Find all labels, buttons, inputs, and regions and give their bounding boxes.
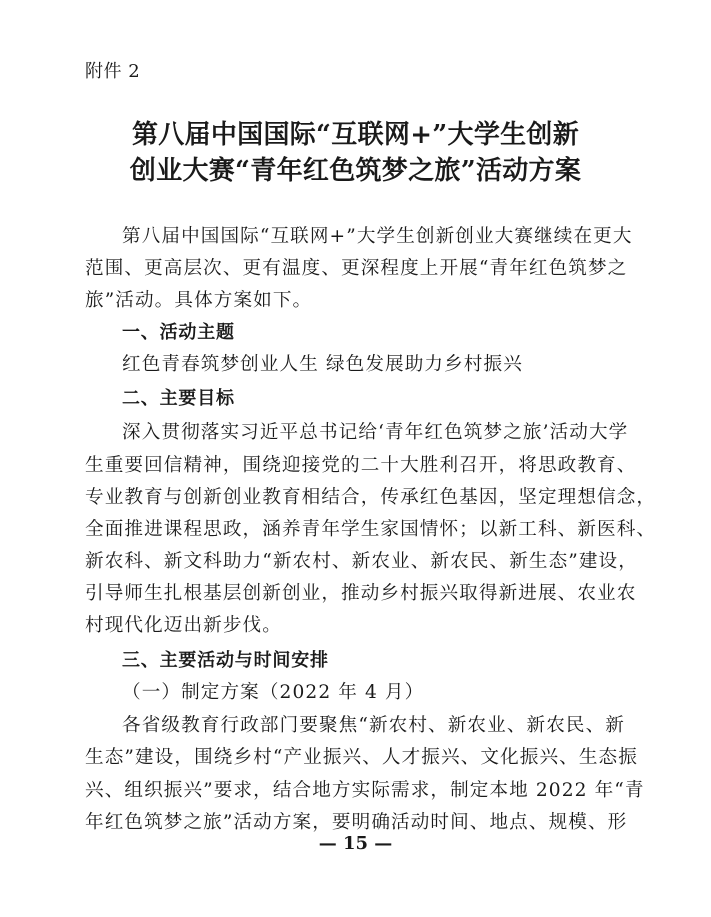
goals-paragraph-line: 生重要回信精神，围绕迎接党的二十大胜利召开，将思政教育、 (85, 455, 637, 476)
plan-paragraph-line: 兴、组织振兴”要求，结合地方实际需求，制定本地 2022 年“青 (85, 780, 645, 801)
section-heading-theme: 一、活动主题 (122, 322, 235, 343)
attachment-label: 附件 2 (85, 61, 141, 82)
subsection-heading-plan: （一）制定方案（2022 年 4 月） (122, 682, 425, 703)
section-heading-goals: 二、主要目标 (122, 388, 235, 409)
theme-text: 红色青春筑梦创业人生 绿色发展助力乡村振兴 (122, 354, 523, 375)
goals-paragraph-line: 新农科、新文科助力“新农村、新农业、新农民、新生态”建设， (85, 551, 638, 572)
goals-paragraph-line: 专业教育与创新创业教育相结合，传承红色基因，坚定理想信念， (85, 487, 657, 508)
plan-paragraph-line: 生态”建设，围绕乡村“产业振兴、人才振兴、文化振兴、生态振 (85, 747, 638, 768)
goals-paragraph-line: 深入贯彻落实习近平总书记给‘青年红色筑梦之旅’活动大学 (122, 422, 629, 443)
page-number: — 15 — (318, 833, 393, 854)
plan-paragraph-line: 各省级教育行政部门要聚焦“新农村、新农业、新农民、新 (122, 715, 625, 736)
intro-paragraph-line: 范围、更高层次、更有温度、更深程度上开展“青年红色筑梦之 (85, 258, 628, 279)
goals-paragraph-line: 引导师生扎根基层创新创业，推动乡村振兴取得新进展、农业农 (85, 583, 637, 604)
plan-paragraph-line: 年红色筑梦之旅”活动方案，要明确活动时间、地点、规模、形 (85, 812, 628, 833)
goals-paragraph-line: 全面推进课程思政，涵养青年学生家国情怀；以新工科、新医科、 (85, 519, 657, 540)
section-heading-activities: 三、主要活动与时间安排 (122, 650, 329, 671)
document-title-line-1: 第八届中国国际“互联网+”大学生创新 (131, 120, 580, 150)
intro-paragraph-line: 旅”活动。具体方案如下。 (85, 290, 313, 311)
intro-paragraph-line: 第八届中国国际“互联网+”大学生创新创业大赛继续在更大 (122, 226, 633, 247)
document-title-line-2: 创业大赛“青年红色筑梦之旅”活动方案 (129, 156, 582, 186)
goals-paragraph-line: 村现代化迈出新步伐。 (85, 615, 282, 636)
